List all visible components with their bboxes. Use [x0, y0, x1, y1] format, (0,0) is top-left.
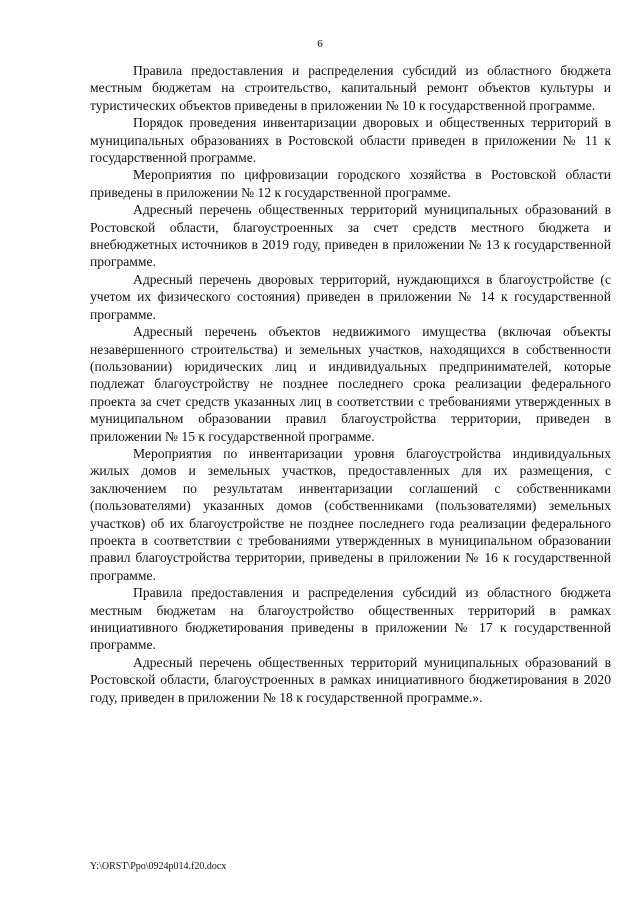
document-body	[90, 62, 611, 706]
footer-file-path: Y:\ORST\Ppo\0924p014.f20.docx	[90, 861, 227, 872]
paragraph: Адресный перечень объектов недвижимого имущества (включая объекты незавершенного строительства) и земельных участков, находящихся в собственности (пользовании) юридических лиц и индивидуальных предпринимателей, которые подлежат благоустройству не позднее последнего срока реализации федерального проекта за счет средств указанных лиц в соответствии с требованиями утвержденных в муниципальном образовании правил благоустройства территории, приведен в приложении № 15 к государственной программе.	[90, 324, 611, 444]
paragraph: Адресный перечень дворовых территорий, нуждающихся в благоустройстве (с учетом их физического состояния) приведен в приложении № 14 к государственной программе.	[90, 271, 611, 322]
page-number: 6	[317, 38, 323, 50]
paragraph: Правила предоставления и распределения субсидий из областного бюджета местным бюджетам на благоустройство общественных территорий в рамках инициативного бюджетирования приведены в приложении № 17 к государственной программе.	[90, 585, 611, 653]
paragraph: Мероприятия по инвентаризации уровня благоустройства индивидуальных жилых домов и земельных участков, предоставленных для их размещения, с заключением по результатам инвентаризации соглашений с собственниками (пользователями) указанных домов (собственниками (пользователями) земельных участков) об их благоустройстве не позднее последнего года реализации федерального проекта в соответствии с требованиями утвержденных в муниципальном образовании правил благоустройства территории, приведены в приложении № 16 к государственной программе.	[90, 445, 611, 583]
paragraph: Адресный перечень общественных территорий муниципальных образований в Ростовской области, благоустроенных за счет средств местного бюджета и внебюджетных источников в 2019 году, приведен в приложении № 13 к государственной программе.	[90, 202, 611, 270]
paragraph: Мероприятия по цифровизации городского хозяйства в Ростовской области приведены в приложении № 12 к государственной программе.	[90, 167, 611, 200]
paragraph: Порядок проведения инвентаризации дворовых и общественных территорий в муниципальных образованиях в Ростовской области приведен в приложении № 11 к государственной программе.	[90, 115, 611, 166]
paragraph: Адресный перечень общественных территорий муниципальных образований в Ростовской области, благоустроенных в рамках инициативного бюджетирования в 2020 году, приведен в приложении № 18 к государственной программе.».	[90, 654, 611, 705]
paragraph: Правила предоставления и распределения субсидий из областного бюджета местным бюджетам на строительство, капитальный ремонт объектов культуры и туристических объектов приведены в приложении № 10 к государственной программе.	[90, 63, 611, 113]
